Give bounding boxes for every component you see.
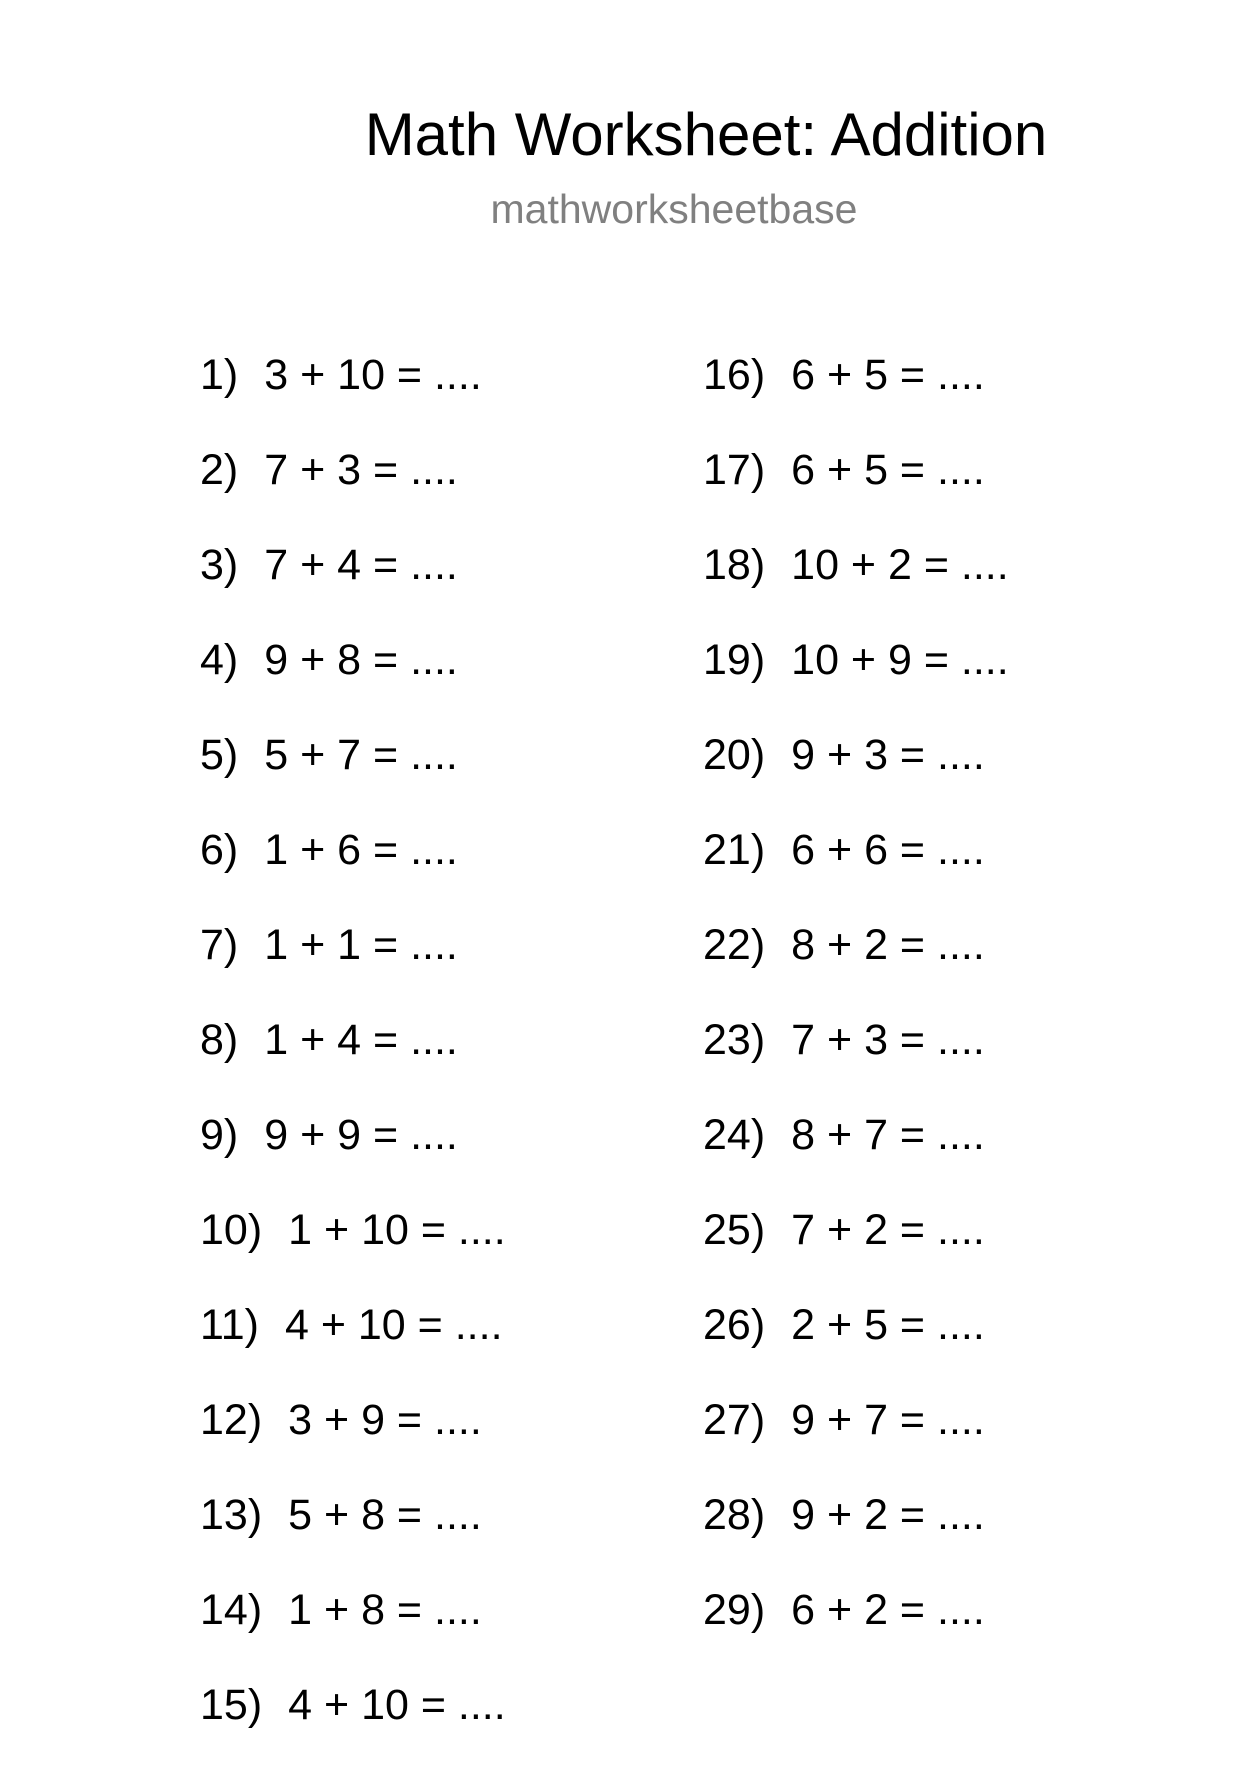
problem-number: 8) — [200, 1016, 239, 1064]
problem-number: 1) — [200, 351, 239, 399]
problem-expression: 10 + 9 = .... — [791, 636, 1009, 684]
problem-item — [703, 1204, 1009, 1299]
problem-expression: 9 + 9 = .... — [264, 1111, 458, 1159]
problem-item — [703, 1014, 1009, 1109]
problem-item — [200, 1489, 506, 1584]
problem-expression: 10 + 2 = .... — [791, 541, 1009, 589]
problem-item — [200, 824, 506, 919]
problem-expression: 7 + 2 = .... — [791, 1206, 985, 1254]
problem-number: 19) — [703, 636, 766, 684]
problem-number: 11) — [200, 1301, 259, 1349]
problem-expression: 8 + 2 = .... — [791, 921, 985, 969]
problem-item — [200, 539, 506, 634]
problem-item — [703, 444, 1009, 539]
problem-number: 4) — [200, 636, 239, 684]
problem-expression: 9 + 3 = .... — [791, 731, 985, 779]
problem-expression: 5 + 8 = .... — [288, 1491, 482, 1539]
problem-number: 20) — [703, 731, 766, 779]
problem-expression: 6 + 6 = .... — [791, 826, 985, 874]
problem-item — [703, 1109, 1009, 1204]
problem-item — [200, 1394, 506, 1489]
problem-item — [703, 634, 1009, 729]
problem-number: 12) — [200, 1396, 263, 1444]
problem-number: 28) — [703, 1491, 766, 1539]
problem-number: 6) — [200, 826, 239, 874]
problem-number: 3) — [200, 541, 239, 589]
problem-item — [703, 919, 1009, 1014]
problem-expression: 8 + 7 = .... — [791, 1111, 985, 1159]
problem-number: 21) — [703, 826, 766, 874]
problem-number: 26) — [703, 1301, 766, 1349]
problem-number: 18) — [703, 541, 766, 589]
problem-column-right — [703, 349, 1009, 1679]
problem-number: 10) — [200, 1206, 263, 1254]
problem-item — [200, 729, 506, 824]
problem-item — [200, 1299, 506, 1394]
problem-item — [703, 1299, 1009, 1394]
problem-item — [200, 634, 506, 729]
worksheet-title: Math Worksheet: Addition — [364, 101, 1048, 168]
problem-number: 23) — [703, 1016, 766, 1064]
problem-expression: 1 + 10 = .... — [288, 1206, 506, 1254]
problem-expression: 6 + 5 = .... — [791, 446, 985, 494]
problem-number: 2) — [200, 446, 239, 494]
problem-item — [703, 539, 1009, 634]
problem-number: 9) — [200, 1111, 239, 1159]
problem-expression: 7 + 3 = .... — [264, 446, 458, 494]
problem-number: 17) — [703, 446, 766, 494]
problem-expression: 3 + 9 = .... — [288, 1396, 482, 1444]
problem-expression: 9 + 2 = .... — [791, 1491, 985, 1539]
problem-number: 24) — [703, 1111, 766, 1159]
problem-item — [200, 1014, 506, 1109]
problem-item — [703, 1584, 1009, 1679]
problem-item — [200, 349, 506, 444]
problem-item — [200, 1584, 506, 1679]
problem-expression: 2 + 5 = .... — [791, 1301, 985, 1349]
problem-item — [200, 1679, 506, 1774]
worksheet-subtitle: mathworksheetbase — [490, 186, 858, 232]
problem-number: 29) — [703, 1586, 766, 1634]
problem-item — [200, 919, 506, 1014]
problem-number: 5) — [200, 731, 239, 779]
problem-number: 22) — [703, 921, 766, 969]
problem-column-left — [200, 349, 506, 1774]
problem-expression: 6 + 5 = .... — [791, 351, 985, 399]
problem-expression: 7 + 3 = .... — [791, 1016, 985, 1064]
problem-number: 14) — [200, 1586, 263, 1634]
problem-item — [703, 729, 1009, 824]
problem-item — [703, 824, 1009, 919]
problem-number: 25) — [703, 1206, 766, 1254]
problem-expression: 5 + 7 = .... — [264, 731, 458, 779]
problem-expression: 9 + 7 = .... — [791, 1396, 985, 1444]
problem-expression: 3 + 10 = .... — [264, 351, 482, 399]
problem-number: 16) — [703, 351, 766, 399]
problem-expression: 1 + 4 = .... — [264, 1016, 458, 1064]
problem-item — [703, 349, 1009, 444]
problem-expression: 9 + 8 = .... — [264, 636, 458, 684]
problem-item — [200, 444, 506, 539]
problem-number: 13) — [200, 1491, 263, 1539]
problem-expression: 6 + 2 = .... — [791, 1586, 985, 1634]
problem-item — [703, 1394, 1009, 1489]
problem-item — [200, 1109, 506, 1204]
problem-expression: 1 + 1 = .... — [264, 921, 458, 969]
problem-number: 15) — [200, 1681, 263, 1729]
problem-item — [703, 1489, 1009, 1584]
problem-expression: 1 + 8 = .... — [288, 1586, 482, 1634]
problem-item — [200, 1204, 506, 1299]
problem-expression: 7 + 4 = .... — [264, 541, 458, 589]
problem-number: 27) — [703, 1396, 766, 1444]
problem-expression: 4 + 10 = .... — [288, 1681, 506, 1729]
problem-expression: 4 + 10 = .... — [284, 1301, 503, 1349]
problem-expression: 1 + 6 = .... — [264, 826, 458, 874]
problem-number: 7) — [200, 921, 239, 969]
